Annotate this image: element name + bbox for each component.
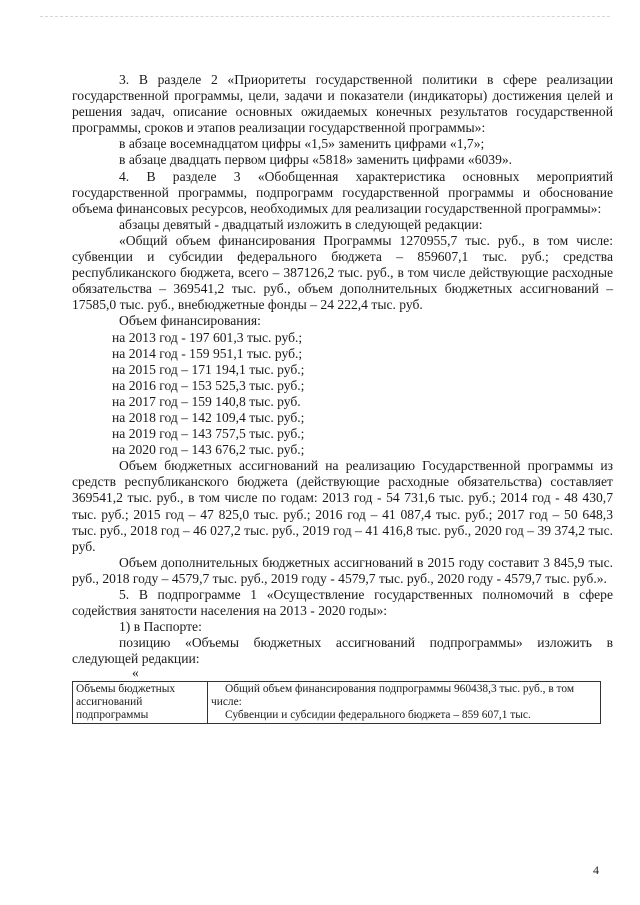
- paragraph-funding-heading: Объем финансирования:: [119, 313, 261, 329]
- funding-year-item: на 2018 год – 142 109,4 тыс. руб.;: [112, 409, 305, 425]
- table-cell-value: [208, 682, 601, 724]
- paragraph-subprogram-1: 5. В подпрограмме 1 «Осуществление государственных полномочий в сфере содействия занятости населения на 2013 - 2020 годы»:: [72, 587, 613, 619]
- table-value-line: Общий объем финансирования подпрограммы 960438,3 тыс. руб., в том числе:: [211, 683, 575, 709]
- scan-top-edge: [40, 16, 610, 17]
- funding-years-list: [72, 330, 613, 459]
- funding-year-item: на 2014 год - 159 951,1 тыс. руб.;: [112, 345, 303, 361]
- paragraph-budget-allocations: Объем бюджетных ассигнований на реализацию Государственной программы из средств республиканского бюджета (действующие расходные обязательства) составляет 369541,2 тыс. руб., в том числе по годам: 2013 год - 54 731,6 тыс. руб.; 2014 год - 48 430,7 тыс. руб.; 2015 год – 47 825,0 тыс. руб.; 2016 год – 41 087,4 тыс. руб.; 2017 год – 50 648,3 тыс. руб., 2018 год – 46 027,2 тыс. руб., 2019 год – 41 416,8 тыс. руб., 2020 год – 39 374,2 тыс. руб.: [72, 458, 613, 554]
- table-cell-label: Объемы бюджетных ассигнований подпрограммы: [73, 682, 208, 724]
- funding-year-item: на 2019 год – 143 757,5 тыс. руб.;: [112, 426, 305, 442]
- paragraph-section-3: 3. В разделе 2 «Приоритеты государственной политики в сфере реализации государственной программы, цели, задачи и показатели (индикаторы) достижения целей и решения задач, описание основных ожидаемых конечных результатов государственной программы, сроков и этапов реализации государственной программы»:: [72, 72, 613, 136]
- funding-year-item: на 2015 год – 171 194,1 тыс. руб.;: [112, 361, 305, 377]
- paragraph-total-funding: «Общий объем финансирования Программы 1270955,7 тыс. руб., в том числе: субвенции и субсидии федерального бюджета – 859607,1 тыс. руб.; средства республиканского бюджета, всего – 387126,2 тыс. руб., в том числе действующие расходные обязательства – 369541,2 тыс. руб., объем дополнительных бюджетных ассигнований – 17585,0 тыс. руб., внебюджетные фонды – 24 222,4 тыс. руб.: [72, 232, 613, 313]
- paragraph-section-4: 4. В разделе 3 «Обобщенная характеристика основных мероприятий государственной программы, подпрограмм государственной программы и обоснование объема финансовых ресурсов, необходимых для реализации государственной программы»:: [72, 168, 613, 216]
- funding-year-item: на 2017 год – 159 140,8 тыс. руб.: [112, 393, 301, 409]
- funding-year-item: на 2020 год – 143 676,2 тыс. руб.;: [112, 442, 305, 458]
- page-number: 4: [593, 863, 599, 877]
- passport-table: [72, 681, 601, 724]
- paragraph-passport: 1) в Паспорте:: [119, 619, 202, 635]
- table-row: [73, 682, 601, 724]
- document-body: [72, 72, 613, 724]
- funding-year-item: на 2016 год – 153 525,3 тыс. руб.;: [112, 377, 305, 393]
- quote-open-mark: «: [132, 665, 139, 681]
- paragraph-amendment-21: в абзаце двадцать первом цифры «5818» заменить цифрами «6039».: [119, 152, 513, 168]
- funding-year-item: на 2013 год - 197 601,3 тыс. руб.;: [112, 329, 303, 345]
- paragraph-position: позицию «Объемы бюджетных ассигнований подпрограммы» изложить в следующей редакции:: [72, 635, 613, 667]
- paragraph-amendment-18: в абзаце восемнадцатом цифры «1,5» заменить цифрами «1,7»;: [119, 136, 485, 152]
- paragraph-instruction: абзацы девятый - двадцатый изложить в следующей редакции:: [119, 216, 483, 232]
- paragraph-additional-allocations: Объем дополнительных бюджетных ассигнований в 2015 году составит 3 845,9 тыс. руб., 2018 году – 4579,7 тыс. руб., 2019 году - 4579,7 тыс. руб., 2020 году - 4579,7 тыс. руб.».: [72, 554, 613, 586]
- table-value-line: Субвенции и субсидии федерального бюджета – 859 607,1 тыс.: [225, 709, 531, 722]
